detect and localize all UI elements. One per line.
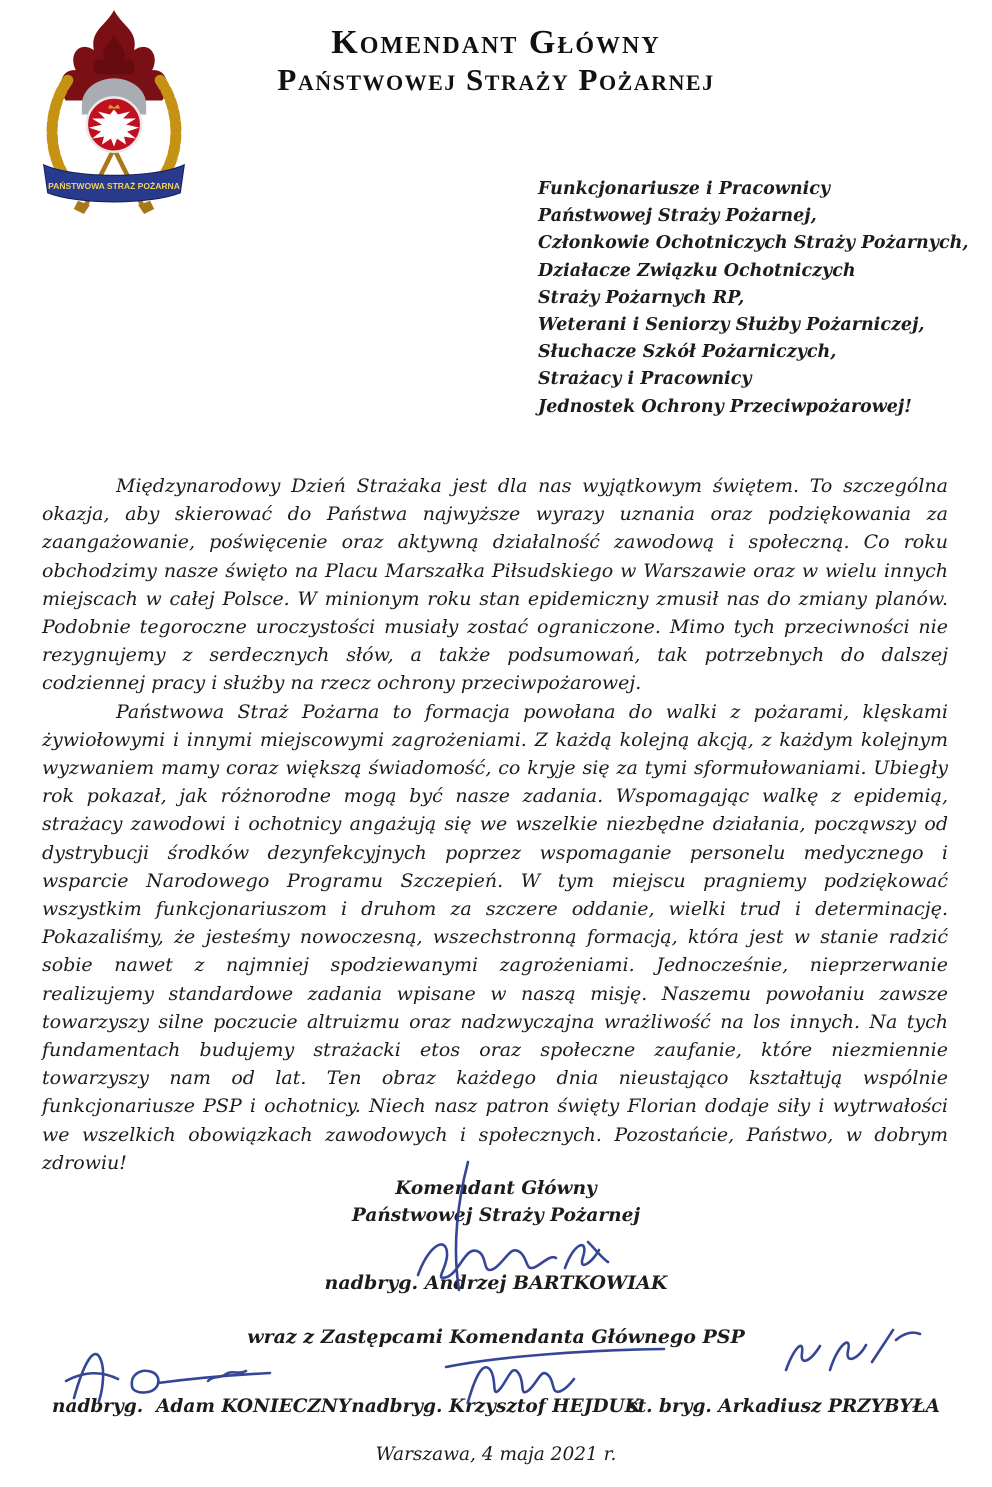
signature-konieczny — [66, 1354, 270, 1401]
addressee-block — [538, 176, 968, 421]
addressee-line: Weterani i Seniorzy Służby Pożarniczej, — [538, 315, 925, 336]
addressee-line: Działacze Związku Ochotniczych — [538, 260, 856, 281]
addressee-line: Jednostek Ochrony Przeciwpożarowej! — [538, 396, 912, 417]
letterhead — [0, 24, 992, 98]
body-paragraph-2: Państwowa Straż Pożarna to formacja powołana do walki z pożarami, klęskami żywiołowymi i innymi miejscowymi zagrożeniami. Z każdą kolejną akcją, z każdym kolejnym wyzwaniem mamy coraz większą świadomość, co kryje się za tymi sformułowaniami. Ubiegły rok pokazał, jak różnorodne mogą być nasze zadania. Wspomagając walkę z epidemią, strażacy zawodowi i ochotnicy angażują się we wszelkie niezbędne działania, począwszy od dystrybucji środków dezynfekcyjnych poprzez wspomaganie personelu medycznego i wsparcie Narodowego Programu Szczepień. W tym miejscu pragniemy podziękować wszystkim funkcjonariuszom i druhom za szczere oddanie, wielki trud i determinację. Pokazaliśmy, że jesteśmy nowoczesną, wszechstronną formacją, która jest w stanie radzić sobie nawet z najmniej spodziewanymi zagrożeniami. Jednocześnie, nieprzerwanie realizujemy standardowe zadania wpisane w naszą misję. Naszemu powołaniu zawsze towarzyszy silne poczucie altruizmu oraz nadzwyczajna wrażliwość na los innych. Na tych fundamentach budujemy strażacki etos oraz społeczne zaufanie, które niezmiennie towarzyszy nam od lat. Ten obraz każdego dnia nieustająco kształtują wspólnie funkcjonariusze PSP i ochotnicy. Niech nasz patron święty Florian dodaje siły i wytrwałości we wszelkich obowiązkach zawodowych i społecznych. Pozostańcie, Państwo, w dobrym zdrowiu! — [42, 700, 948, 1174]
principal-title-line1: Komendant Główny — [395, 1178, 597, 1199]
body-paragraph-1: Międzynarodowy Dzień Strażaka jest dla nas wyjątkowym świętem. To szczególna okazja, aby skierować do Państwa najwyższe wyrazy uznania oraz podziękowania za zaangażowanie, poświęcenie oraz aktywną działalność zawodową i społeczną. Co roku obchodzimy nasze święto na Placu Marszałka Piłsudskiego w Warszawie oraz w wielu innych miejscach w całej Polsce. W minionym roku stan epidemiczny zmusił nas do zmiany planów. Podobnie tegoroczne uroczystości musiały zostać ograniczone. Mimo tych przeciwności nie rezygnujemy z serdecznych słów, a także podsumowań, tak potrzebnych do dalszej codziennej pracy i służby na rzecz ochrony przeciwpożarowej. — [42, 475, 948, 695]
place-and-date: Warszawa, 4 maja 2021 r. — [375, 1444, 617, 1465]
letterhead-title-line1: Komendant Główny — [331, 24, 661, 61]
addressee-line: Słuchacze Szkół Pożarniczych, — [538, 342, 837, 363]
addressee-line: Państwowej Straży Pożarnej, — [538, 206, 817, 227]
addressee-line: Strażacy i Pracownicy — [538, 369, 752, 390]
deputy-name-hejduk: nadbryg. Krzysztof HEJDUK — [351, 1396, 641, 1417]
addressee-line: Funkcjonariusze i Pracownicy — [538, 179, 831, 199]
letterhead-title-line2: Państwowej Straży Pożarnej — [277, 62, 715, 97]
principal-title-line2: Państwowej Straży Pożarnej — [351, 1204, 641, 1226]
deputy-name-przybyla: st. bryg. Arkadiusz PRZYBYŁA — [627, 1396, 940, 1417]
addressee-line: Członkowie Ochotniczych Straży Pożarnych, — [538, 233, 969, 254]
letter-body — [42, 472, 948, 1177]
addressee-line: Straży Pożarnych RP, — [538, 287, 745, 308]
principal-signature-title — [0, 1176, 992, 1229]
deputies-intro: wraz z Zastępcami Komendanta Głównego PSP — [247, 1326, 745, 1348]
signature-hejduk — [446, 1349, 664, 1402]
crest-banner-text: PAŃSTWOWA STRAŻ POŻARNA — [48, 180, 180, 191]
principal-signature-name: nadbryg. Andrzej BARTKOWIAK — [324, 1272, 668, 1294]
deputy-name-konieczny: nadbryg. Adam KONIECZNY — [52, 1396, 352, 1417]
